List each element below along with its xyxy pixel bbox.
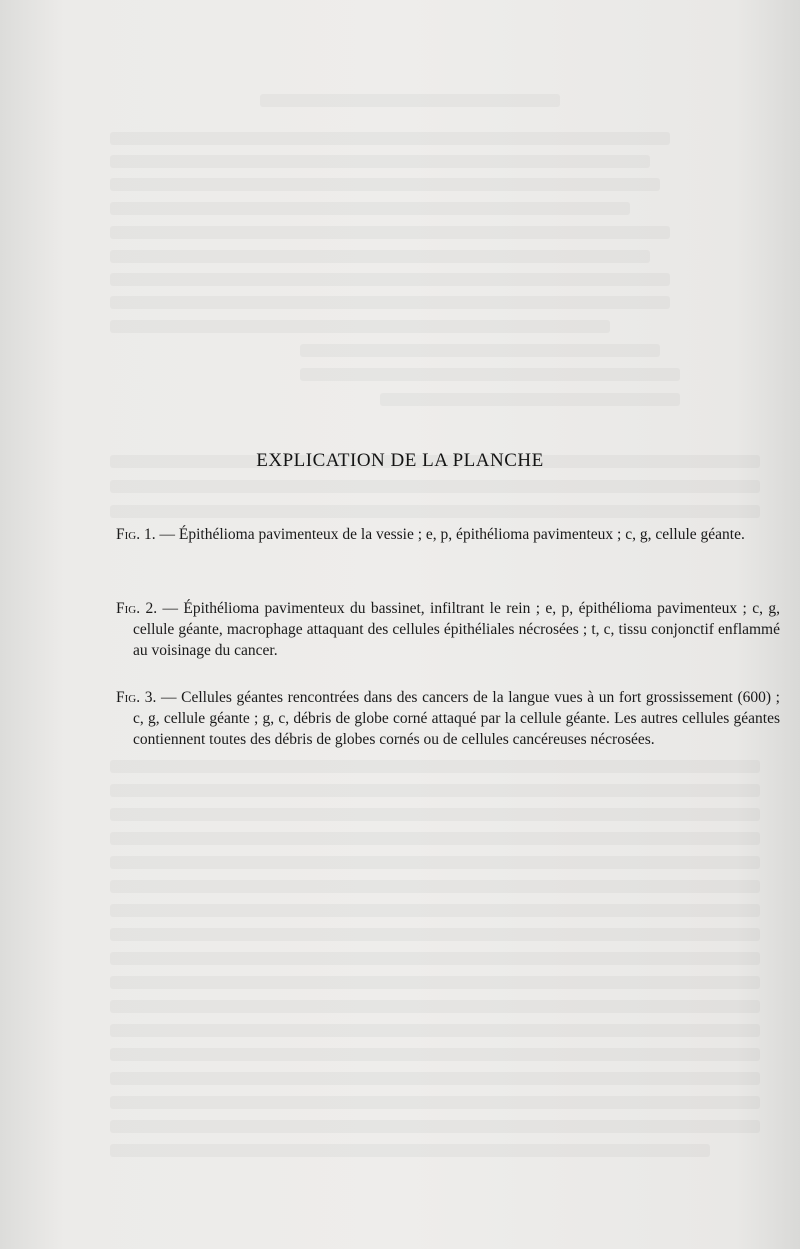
figure-label: Fig. 3. xyxy=(116,689,157,706)
figure-text: — Cellules géantes rencontrées dans des cancers de la langue vues à un fort grossissement (600) ; c, g, cellule géante ; g, c, débris de globe corné attaqué par la cellule géante. Les autres cellules géantes contiennent toutes des débris de globes cornés ou de cellules cancéreuses nécrosées. xyxy=(133,689,780,748)
figure-text: — Épithélioma pavimenteux de la vessie ; e, p, épithélioma pavimenteux ; c, g, cellule géante. xyxy=(159,526,745,543)
figure-caption-3 xyxy=(116,687,780,750)
figure-label: Fig. 2. xyxy=(116,600,158,617)
figure-label: Fig. 1. xyxy=(116,526,156,543)
figure-caption-1 xyxy=(116,524,780,545)
section-heading: EXPLICATION DE LA PLANCHE xyxy=(256,450,544,471)
figure-text: — Épithélioma pavimenteux du bassinet, infiltrant le rein ; e, p, épithélioma pavimenteux ; c, g, cellule géante, macrophage attaquant des cellules épithéliales nécrosées ; t, c, tissu conjonctif enflammé au voisinage du cancer. xyxy=(133,600,781,659)
figure-caption-2 xyxy=(116,598,780,661)
